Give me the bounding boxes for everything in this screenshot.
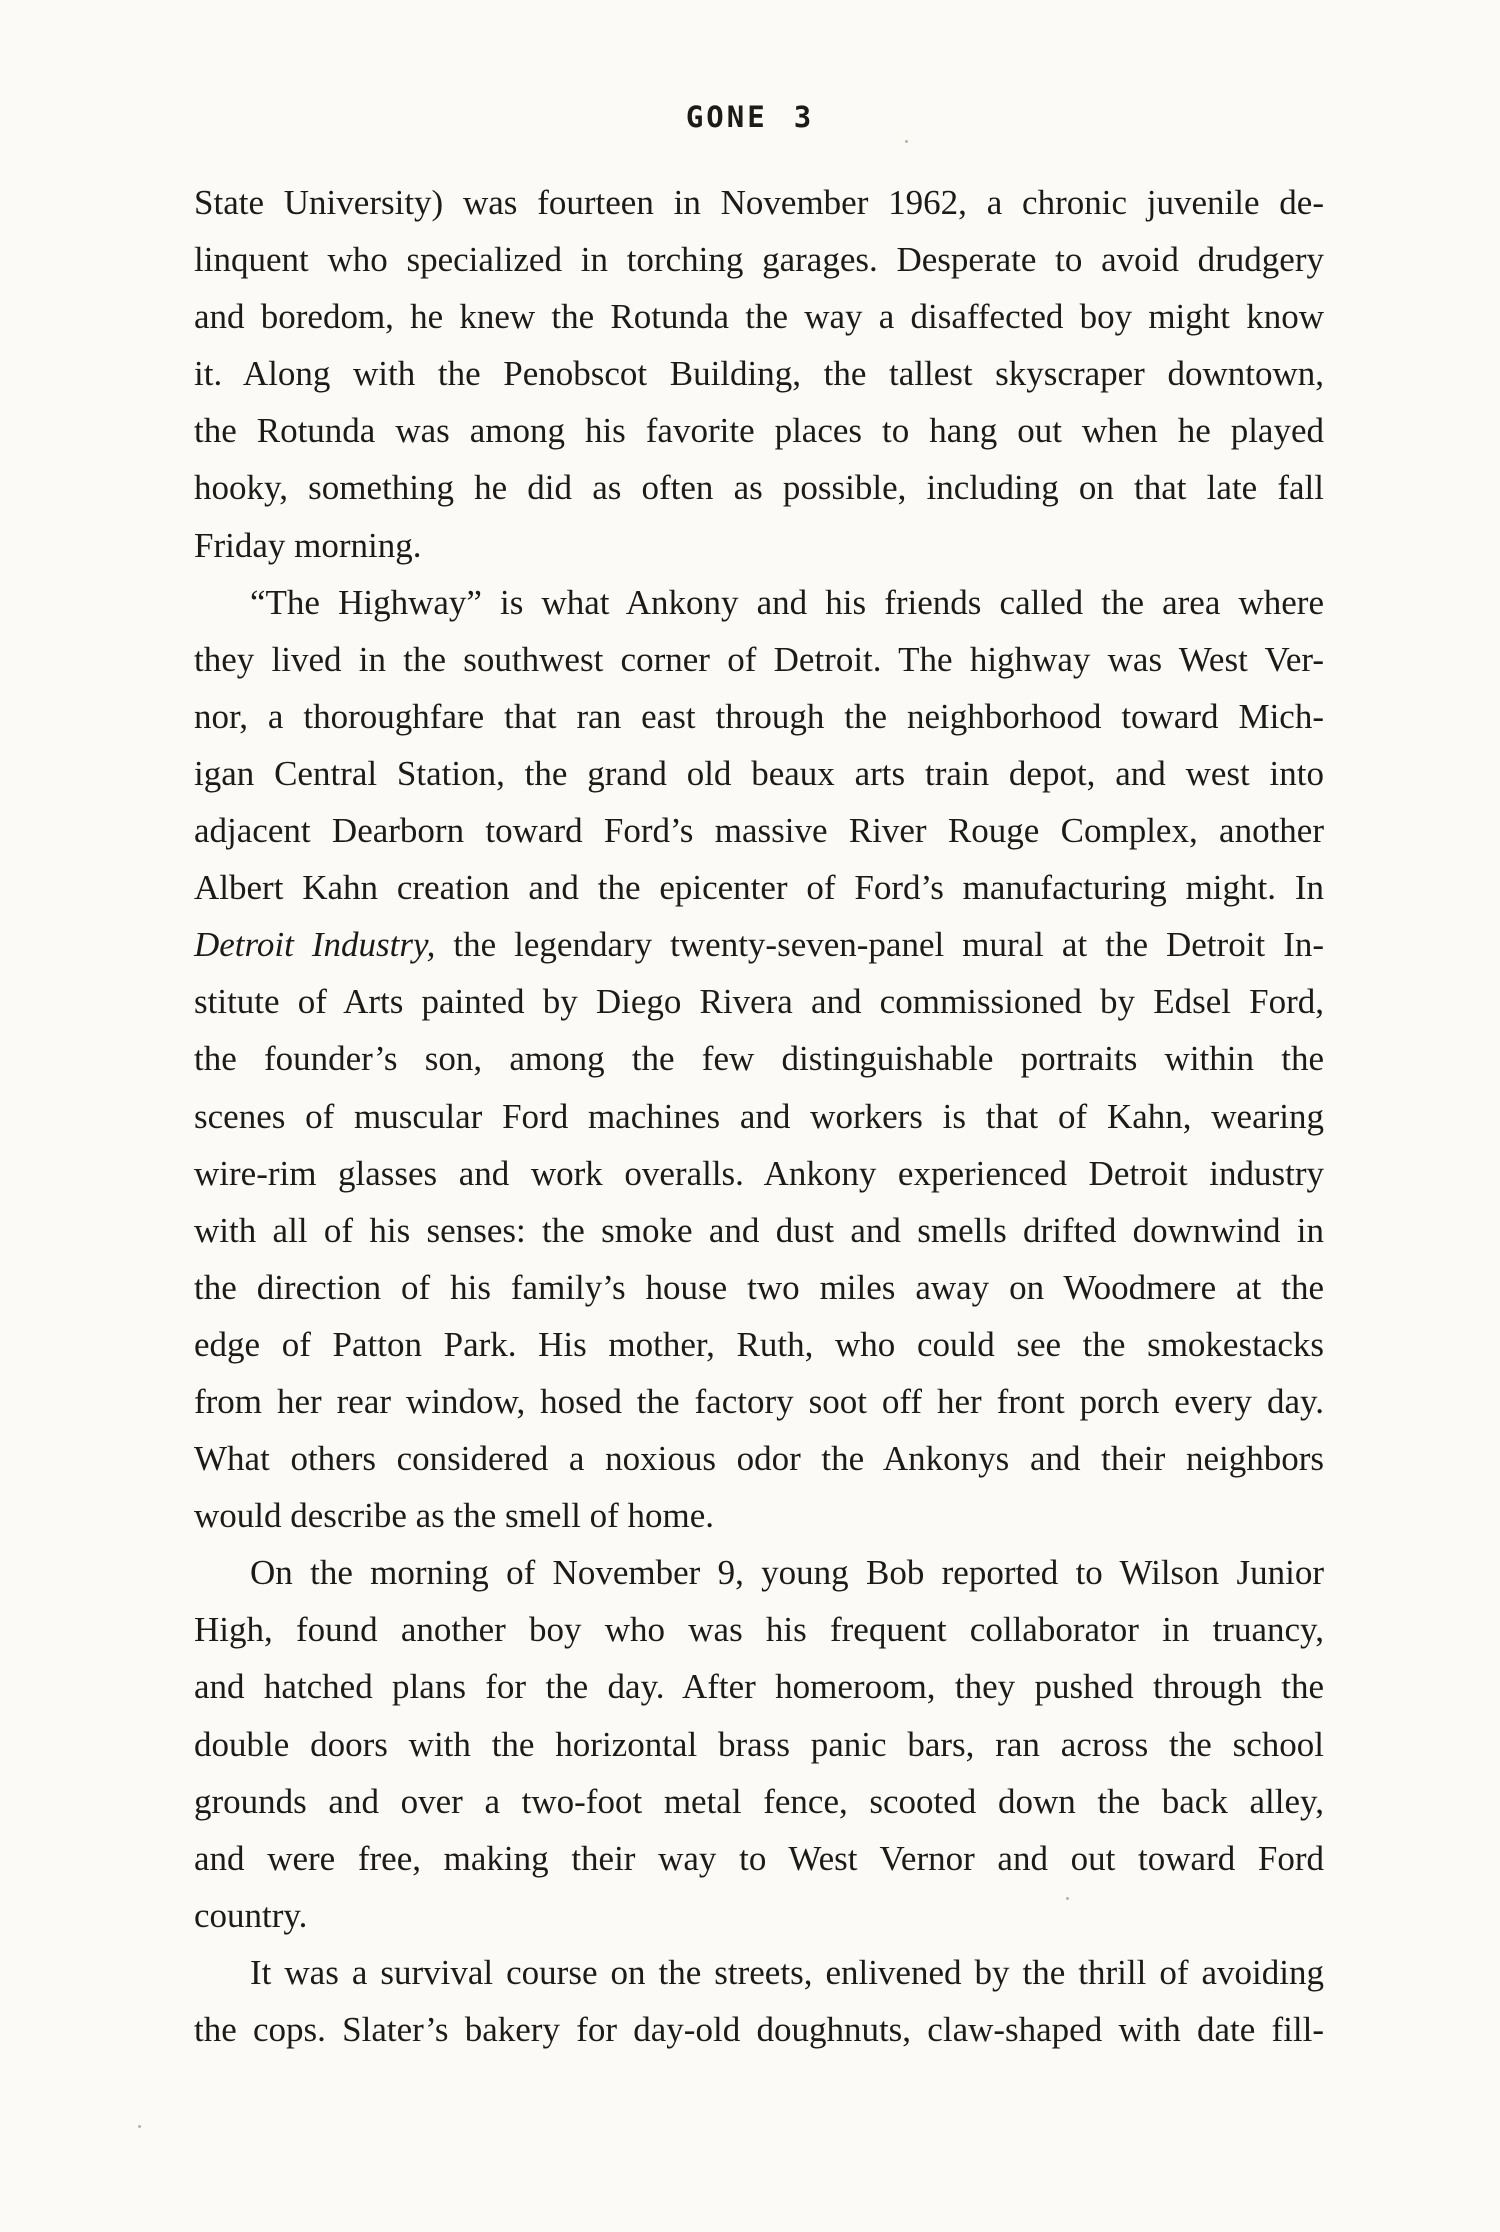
text-line: linquent who specialized in torching garages. Desperate to avoid drudgery: [194, 240, 1324, 280]
body-text: [194, 174, 1324, 2058]
text-line: What others considered a noxious odor the Ankonys and their neighbors: [194, 1439, 1324, 1479]
text-line: and were free, making their way to West Vernor and out toward Ford: [194, 1838, 1324, 1878]
text-line: country.: [194, 1895, 308, 1935]
text-line: the Rotunda was among his favorite places to hang out when he played: [194, 411, 1324, 451]
text-line: It was a survival course on the streets, enlivened by the thrill of avoiding: [250, 1952, 1324, 1992]
text-line: would describe as the smell of home.: [194, 1496, 715, 1536]
text-line: hooky, something he did as often as possible, including on that late fall: [194, 468, 1324, 508]
scan-speck: [138, 2125, 141, 2128]
text-line: and boredom, he knew the Rotunda the way a disaffected boy might know: [194, 297, 1324, 337]
text-line: it. Along with the Penobscot Building, the tallest skyscraper downtown,: [194, 354, 1324, 394]
text-line: Albert Kahn creation and the epicenter of Ford’s manufacturing might. In: [194, 868, 1324, 908]
text-line: edge of Patton Park. His mother, Ruth, who could see the smokestacks: [194, 1324, 1324, 1364]
text-line: On the morning of November 9, young Bob reported to Wilson Junior: [250, 1553, 1324, 1593]
text-line: nor, a thoroughfare that ran east through the neighborhood toward Mich-: [194, 696, 1324, 736]
paragraph: [194, 1944, 1324, 2058]
paragraph: [194, 1544, 1324, 1944]
text-line: High, found another boy who was his frequent collaborator in truancy,: [194, 1610, 1324, 1650]
text-line: State University) was fourteen in November 1962, a chronic juvenile de-: [194, 183, 1324, 222]
text-line: adjacent Dearborn toward Ford’s massive River Rouge Complex, another: [194, 811, 1324, 851]
text-line: and hatched plans for the day. After homeroom, they pushed through the: [194, 1667, 1324, 1707]
text-line: with all of his senses: the smoke and dust and smells drifted downwind in: [194, 1210, 1324, 1250]
text-line: [194, 916, 1324, 973]
text-line: grounds and over a two-foot metal fence, scooted down the back alley,: [194, 1781, 1324, 1821]
text-line: Friday morning.: [194, 525, 422, 565]
page-number: 3: [793, 100, 815, 134]
paragraph: [194, 174, 1324, 574]
text-line: the cops. Slater’s bakery for day-old doughnuts, claw-shaped with date fill-: [194, 2010, 1324, 2049]
text-line: scenes of muscular Ford machines and workers is that of Kahn, wearing: [194, 1096, 1324, 1136]
text-line: igan Central Station, the grand old beaux arts train depot, and west into: [194, 753, 1324, 793]
text-line: they lived in the southwest corner of Detroit. The highway was West Ver-: [194, 639, 1324, 679]
text-line: from her rear window, hosed the factory soot off her front porch every day.: [194, 1381, 1324, 1421]
text-line: the direction of his family’s house two miles away on Woodmere at the: [194, 1267, 1324, 1307]
text-line: the founder’s son, among the few distinguishable portraits within the: [194, 1039, 1324, 1079]
artwork-title: Detroit Industry,: [194, 925, 436, 965]
scan-speck: [905, 140, 908, 143]
line-remainder: the legendary twenty-seven-panel mural at the Detroit In-: [435, 925, 1325, 965]
text-line: stitute of Arts painted by Diego Rivera and commissioned by Edsel Ford,: [194, 982, 1324, 1022]
running-title: GONE: [685, 100, 768, 134]
running-head: [0, 100, 1500, 134]
text-line: double doors with the horizontal brass panic bars, ran across the school: [194, 1724, 1324, 1764]
text-line: wire-rim glasses and work overalls. Ankony experienced Detroit industry: [194, 1153, 1324, 1193]
paragraph: [194, 574, 1324, 1545]
text-line: “The Highway” is what Ankony and his friends called the area where: [250, 582, 1324, 622]
scan-speck: [1066, 1897, 1069, 1900]
